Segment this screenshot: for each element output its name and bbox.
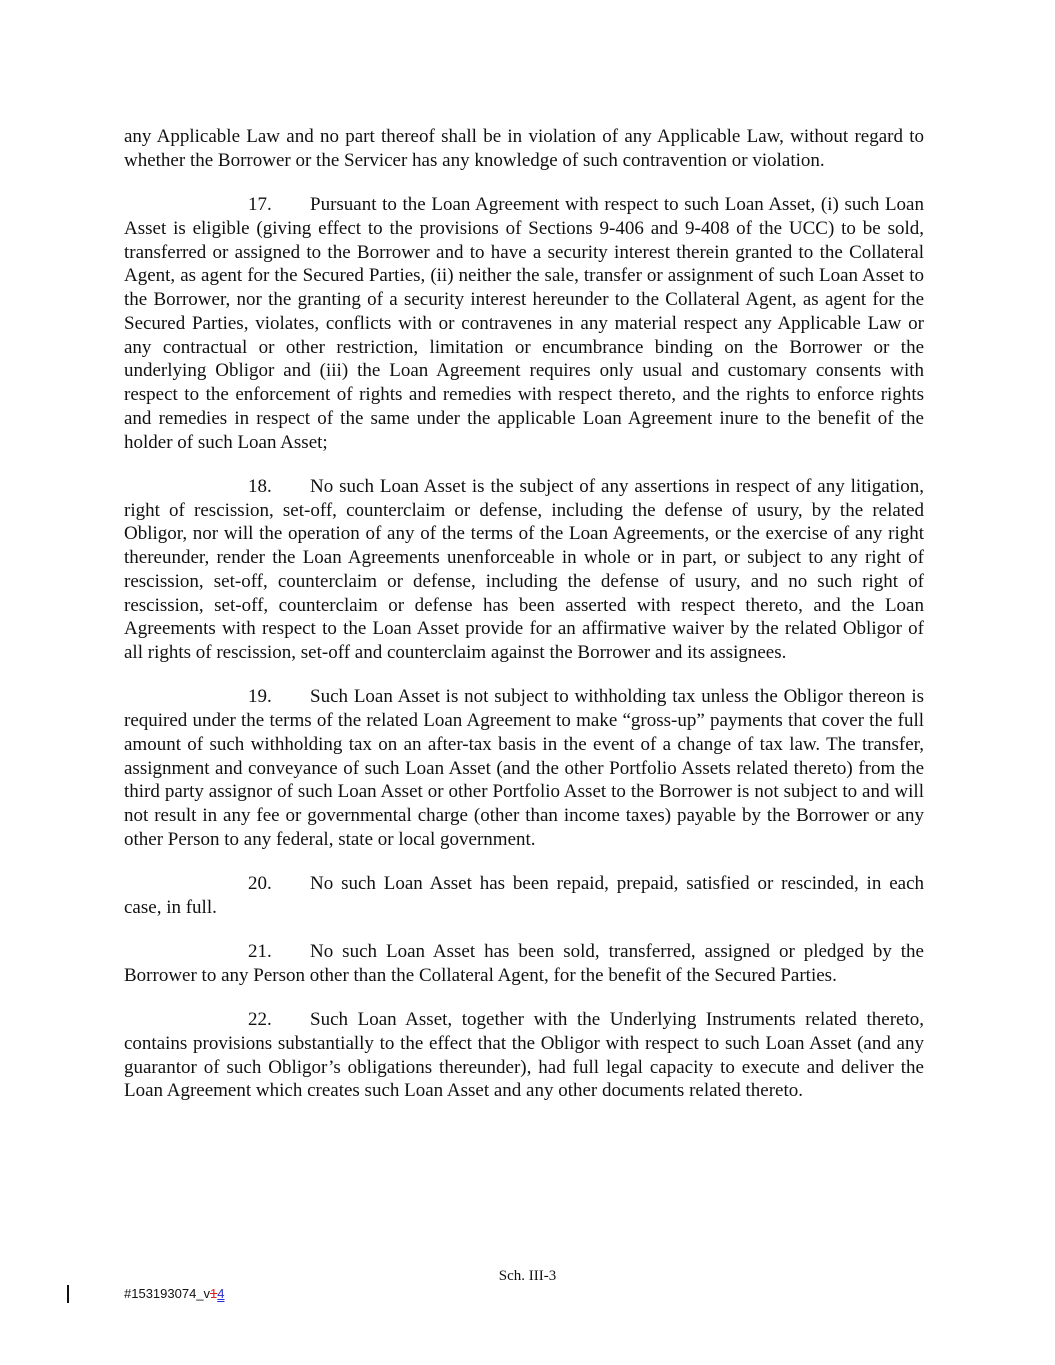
paragraph-22	[124, 1008, 924, 1103]
deleted-version-number: 1	[210, 1286, 218, 1301]
paragraph-number: 20.	[248, 873, 272, 894]
paragraph-20	[124, 872, 924, 920]
paragraph-number: 19.	[248, 686, 272, 708]
paragraph-17	[124, 193, 924, 454]
revision-change-bar	[67, 1285, 69, 1303]
paragraph-18	[124, 475, 924, 665]
paragraph-19	[124, 685, 924, 851]
paragraph-text: Such Loan Asset, together with the Underlying Instruments related thereto, contains provisions substantially to the effect that the Obligor with respect to such Loan Asset (and any guarantor of such Obligor’s obligations thereunder), had full legal capacity to execute and deliver the Loan Agreement which creates such Loan Asset and any other documents related thereto.	[124, 1009, 924, 1102]
paragraph-text: any Applicable Law and no part thereof shall be in violation of any Applicable Law, without regard to whether the Borrower or the Servicer has any knowledge of such contravention or violation.	[124, 126, 924, 171]
paragraph-number: 22.	[248, 1009, 272, 1030]
paragraph-number: 18.	[248, 475, 272, 497]
paragraph-text: No such Loan Asset has been repaid, prepaid, satisfied or rescinded, in each case, in full.	[124, 873, 924, 918]
paragraph-continuation	[124, 125, 924, 173]
document-id-prefix: #153193074_v	[124, 1286, 211, 1301]
document-id	[124, 1286, 225, 1301]
paragraph-number: 21.	[248, 941, 272, 962]
paragraph-text: Such Loan Asset is not subject to withholding tax unless the Obligor thereon is required under the terms of the related Loan Agreement to make “gross-up” payments that cover the full amount of such withholding tax on an after-tax basis in the event of a change of tax law. The transfer, assignment and conveyance of such Loan Asset (and the other Portfolio Assets related thereto) from the third party assignor of such Loan Asset or other Portfolio Asset to the Borrower is not subject to and will not result in any fee or governmental charge (other than income taxes) payable by the Borrower or any other Person to any federal, state or local government.	[124, 686, 924, 850]
inserted-version-number: 4	[217, 1286, 225, 1301]
paragraph-text: No such Loan Asset is the subject of any assertions in respect of any litigation, right of rescission, set-off, counterclaim or defense, including the defense of usury, by the related Obligor, nor will the operation of any of the terms of the Loan Agreements, or the exercise of any right thereunder, render the Loan Agreements unenforceable in whole or in part, or subject to any right of rescission, set-off, counterclaim or defense, including the defense of usury, and no such right of rescission, set-off, counterclaim or defense has been asserted with respect thereto, and the Loan Agreements with respect to the Loan Asset provide for an affirmative waiver by the related Obligor of all rights of rescission, set-off and counterclaim against the Borrower and its assignees.	[124, 475, 924, 663]
paragraph-21	[124, 940, 924, 988]
paragraph-text: Pursuant to the Loan Agreement with respect to such Loan Asset, (i) such Loan Asset is eligible (giving effect to the provisions of Sections 9-406 and 9-408 of the UCC) to be sold, transferred or assigned to the Borrower and to have a security interest therein granted to the Collateral Agent, as agent for the Secured Parties, (ii) neither the sale, transfer or assignment of such Loan Asset to the Borrower, nor the granting of a security interest hereunder to the Collateral Agent, as agent for the Secured Parties, violates, conflicts with or contravenes in any material respect any Applicable Law or any contractual or other restriction, limitation or encumbrance binding on the Borrower or the underlying Obligor and (iii) the Loan Agreement requires only usual and customary consents with respect to the enforcement of rights and remedies with respect thereto, and the rights to enforce rights and remedies in respect of the same under the applicable Loan Agreement inure to the benefit of the holder of such Loan Asset;	[124, 194, 924, 453]
page-number-text: Sch. III-3	[498, 1268, 557, 1284]
paragraph-number: 17.	[248, 194, 272, 215]
document-body	[124, 125, 924, 1124]
paragraph-text: No such Loan Asset has been sold, transferred, assigned or pledged by the Borrower to any Person other than the Collateral Agent, for the benefit of the Secured Parties.	[124, 941, 924, 986]
page-number	[0, 1268, 1055, 1285]
